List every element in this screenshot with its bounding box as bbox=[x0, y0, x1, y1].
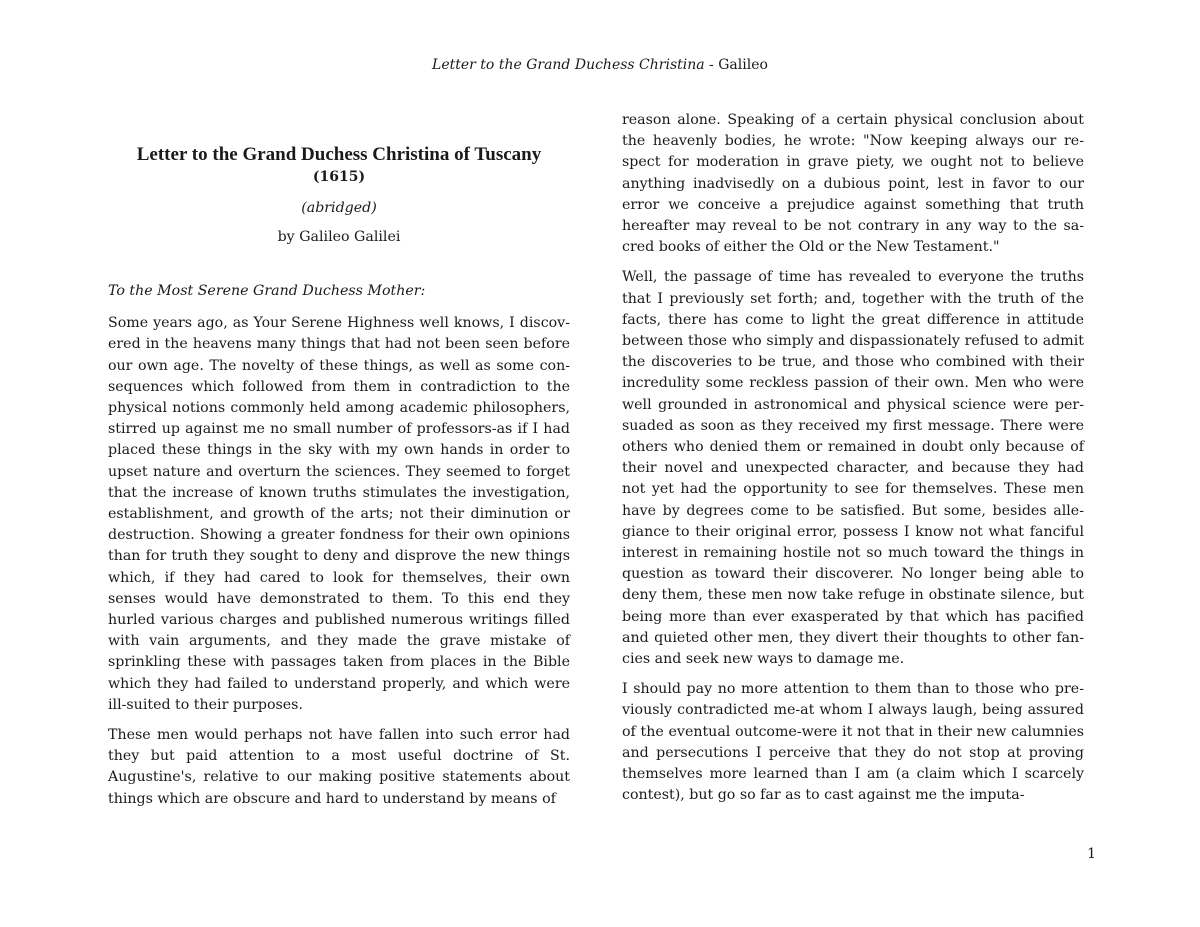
page-number: 1 bbox=[1087, 846, 1096, 862]
paragraph: I should pay no more attention to them than to those who previously contradicted me-at whom I always laugh, being assured of the eventual outcome-were it not that in their new calumnies and persecutions I perceive that they do not stop at proving themselves more learned than I am (a claim which I scarcely contest), but go so far as to cast against me the imputa- bbox=[622, 681, 1084, 804]
paragraph: These men would perhaps not have fallen into such error had they but paid attention to a most useful doctrine of St. Augustine's, relative to our making positive statements about things which are obscure and hard to understand by means of bbox=[108, 727, 570, 807]
paragraph: Well, the passage of time has revealed to everyone the truths that I previously set forth; and, together with the truth of the facts, there has come to light the great difference in attitude between those who simply and dispassionately refused to admit the discoveries to be true, and those who combined with their incredulity some reckless passion of their own. Men who were well grounded in astronomical and physical science were persuaded as soon as they received my first message. There were others who denied them or remained in doubt only because of their novel and unexpected character, and because they had not yet had the opportunity to see for themselves. These men have by degrees come to be satisfied. But some, besides allegiance to their original error, possess I know not what fanciful interest in remaining hostile not so much toward the things in question as toward their discoverer. No longer being able to deny them, these men now take refuge in obstinate silence, but being more than ever exasperated by that which has pacified and quieted other men, they divert their thoughts to other fancies and seek new ways to damage me. bbox=[622, 269, 1084, 668]
paragraph: Some years ago, as Your Serene Highness well knows, I discovered in the heavens many things that had not been seen before our own age. The novelty of these things, as well as some consequences which followed from them in contradiction to the physical notions commonly held among academic philosophers, stirred up against me no small number of professors-as if I had placed these things in the sky with my own hands in order to upset nature and overturn the sciences. They seemed to forget that the increase of known truths stimulates the investigation, establishment, and growth of the arts; not their diminution or destruction. Showing a greater fondness for their own opinions than for truth they sought to deny and disprove the new things which, if they had cared to look for themselves, their own senses would have demonstrated to them. To this end they hurled various charges and published numerous writings filled with vain arguments, and they made the grave mistake of sprinkling these with passages taken from places in the Bible which they had failed to understand properly, and which were ill-suited to their purposes. bbox=[108, 315, 570, 713]
title-block bbox=[108, 144, 570, 247]
running-head-title: Letter to the Grand Duchess Christina bbox=[432, 57, 705, 73]
running-head bbox=[0, 56, 1200, 74]
right-column bbox=[622, 110, 1084, 816]
abridged-note: (abridged) bbox=[301, 200, 377, 216]
left-column bbox=[108, 110, 570, 819]
document-year: (1615) bbox=[312, 169, 366, 185]
document-title: Letter to the Grand Duchess Christina of Tuscany bbox=[136, 144, 542, 165]
paragraph: reason alone. Speaking of a certain physical conclusion about the heavenly bodies, he wrote: "Now keeping always our respect for moderation in grave piety, we ought not to believe anything inadvisedly on a dubious point, lest in favor to our error we conceive a prejudice against something that truth hereafter may reveal to be not contrary in any way to the sacred books of either the Old or the New Testament." bbox=[622, 112, 1084, 256]
running-head-separator: - bbox=[704, 57, 719, 73]
salutation: To the Most Serene Grand Duchess Mother: bbox=[108, 283, 426, 299]
byline: by Galileo Galilei bbox=[277, 229, 401, 245]
running-head-author: Galileo bbox=[718, 57, 768, 73]
